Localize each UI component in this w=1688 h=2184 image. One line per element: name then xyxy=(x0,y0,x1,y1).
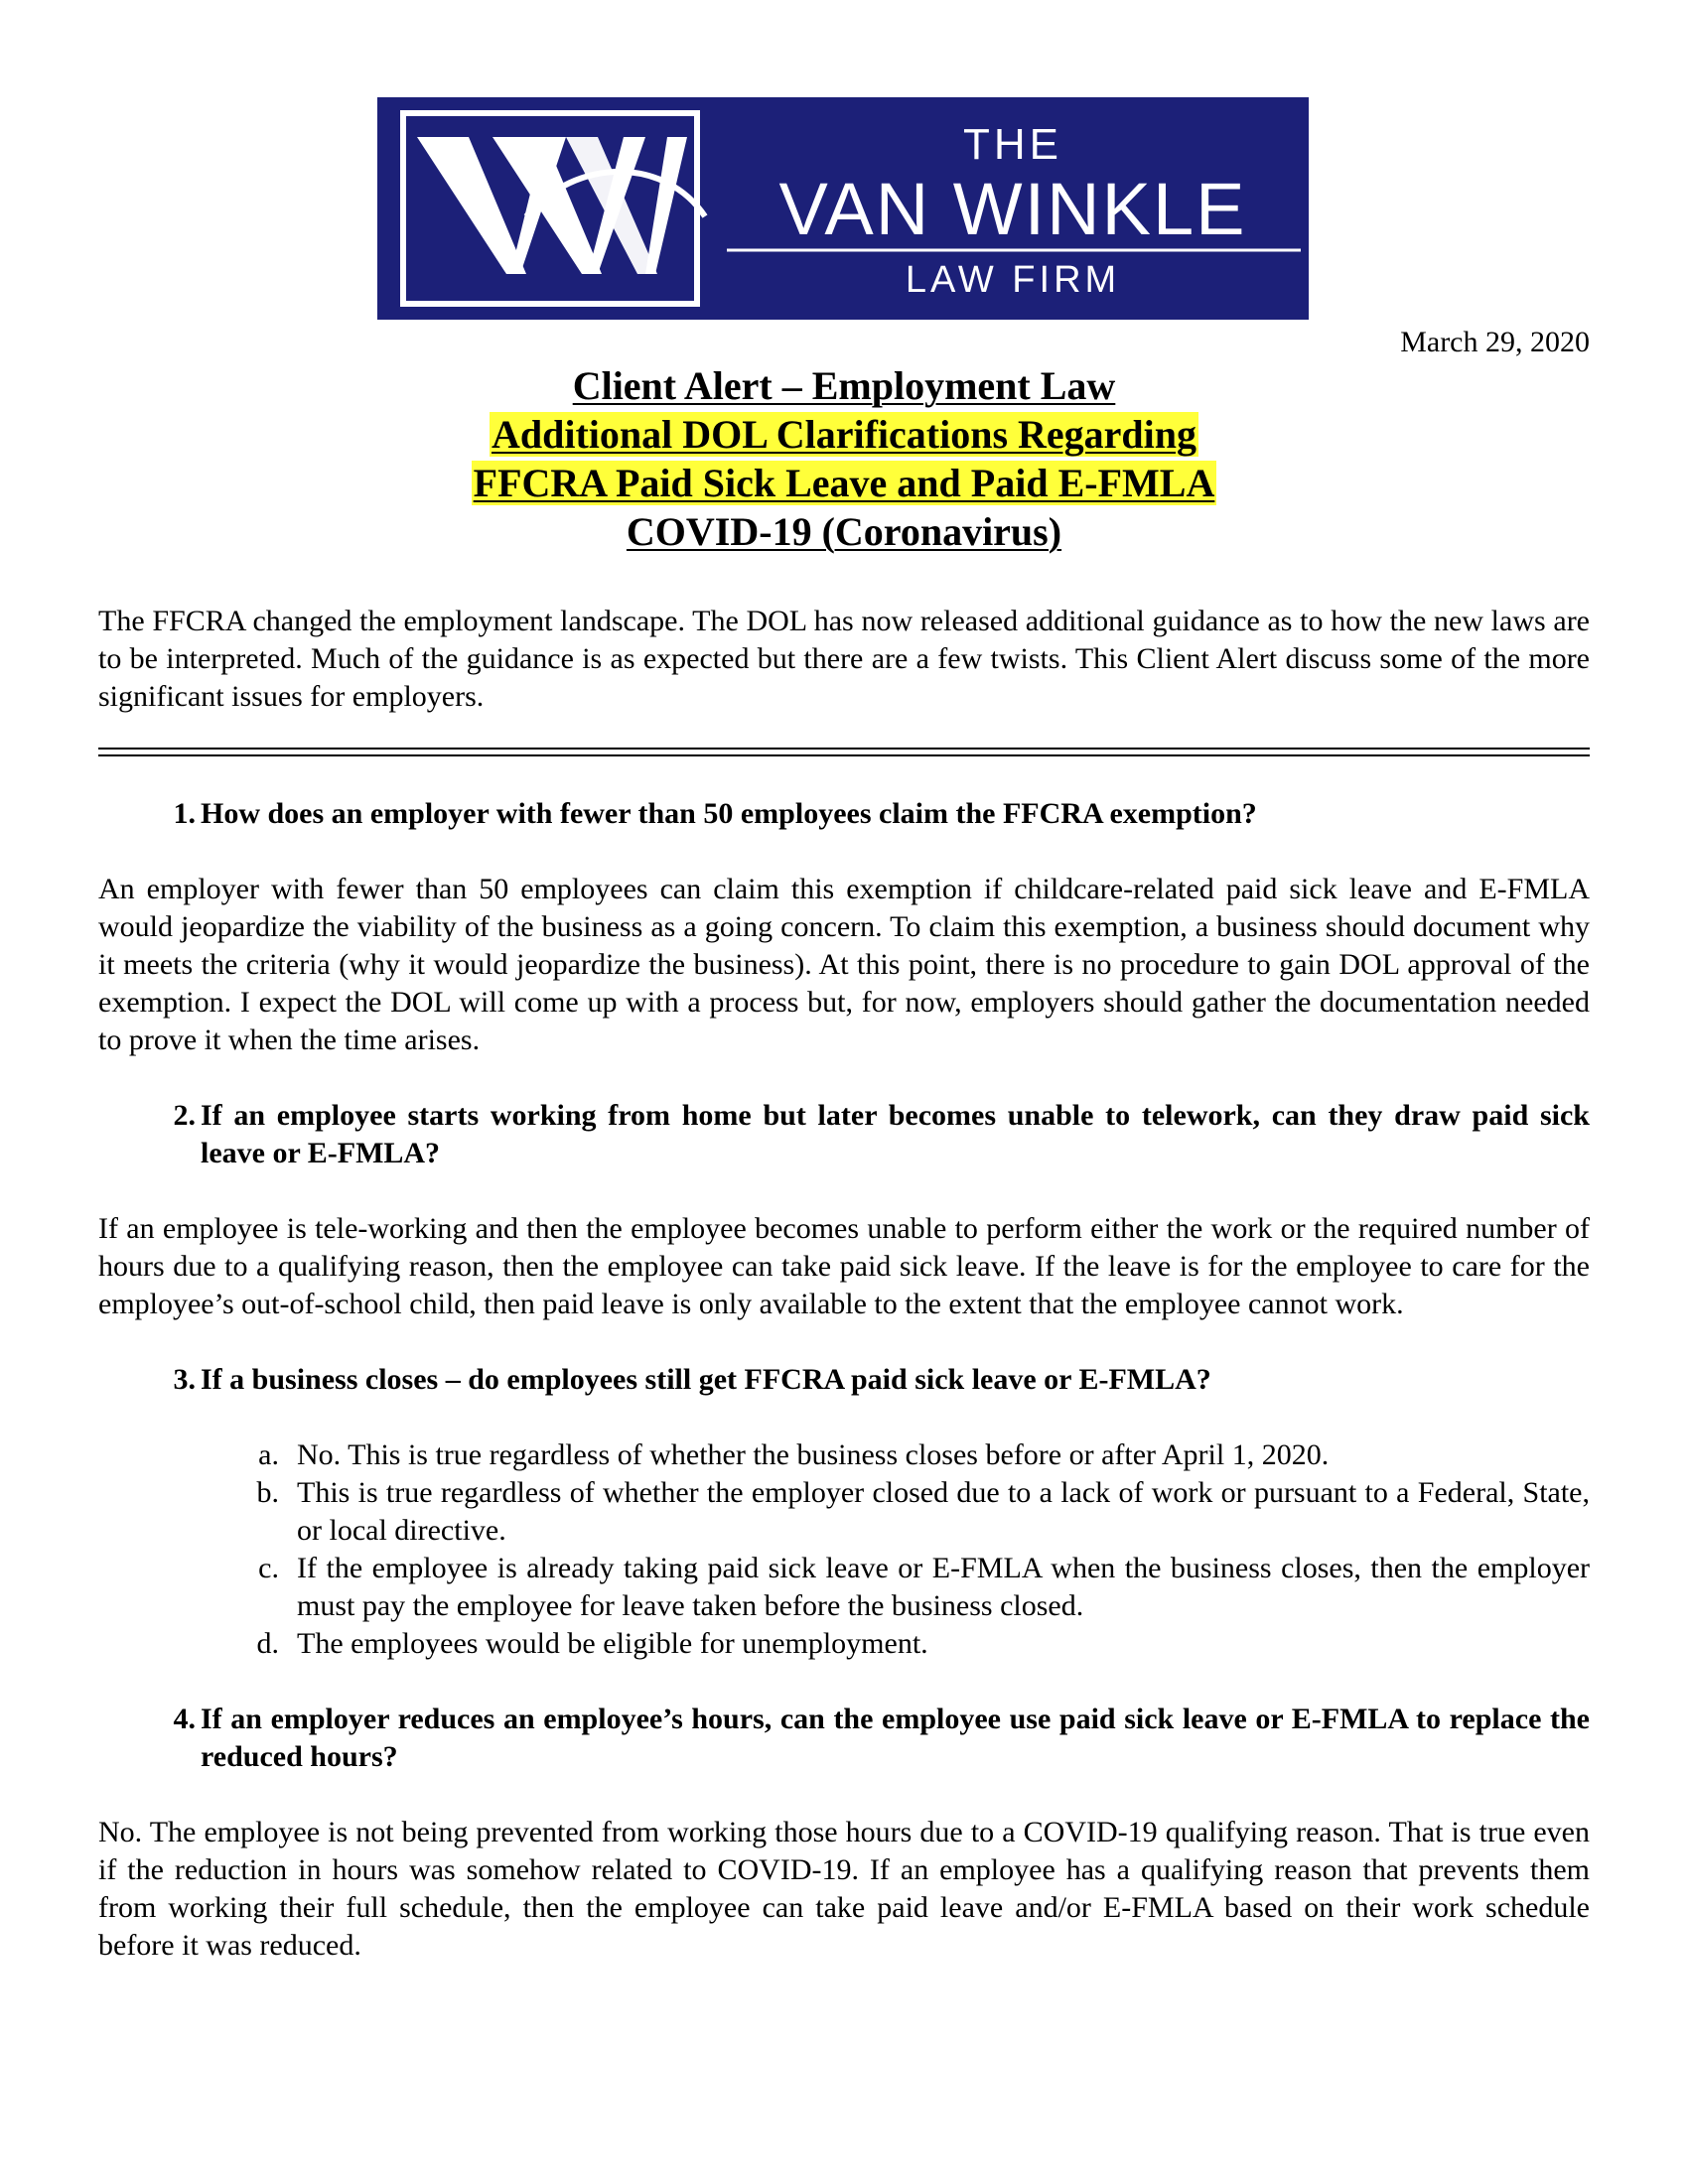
logo-line-van-winkle: VAN WINKLE xyxy=(778,168,1247,250)
list-item-letter: c. xyxy=(258,1552,279,1584)
list-item xyxy=(98,1436,1590,1474)
question-text: If an employee starts working from home but later becomes unable to telework, can they draw paid sick leave or E-FMLA? xyxy=(201,1099,1590,1169)
list-item xyxy=(98,1550,1590,1625)
question-number: 4. xyxy=(173,1703,196,1735)
list-item-text: This is true regardless of whether the employer closed due to a lack of work or pursuant to a Federal, State, or local directive. xyxy=(297,1476,1590,1547)
title-line-2: Additional DOL Clarifications Regarding xyxy=(491,412,1197,457)
question-text: If an employer reduces an employee’s hours, can the employee use paid sick leave or E-FMLA to replace the reduced hours? xyxy=(201,1703,1590,1773)
title-line-4: COVID-19 (Coronavirus) xyxy=(626,509,1062,554)
intro-paragraph: The FFCRA changed the employment landscape. The DOL has now released additional guidance as to how the new laws are to be interpreted. Much of the guidance is as expected but there are a few twists. This Client Alert discuss some of the more significant issues for employers. xyxy=(98,605,1590,713)
document-date: March 29, 2020 xyxy=(1400,326,1590,358)
question-1 xyxy=(98,795,1590,833)
list-item-letter: b. xyxy=(256,1476,279,1509)
logo-line-the: THE xyxy=(963,120,1062,169)
question-text: How does an employer with fewer than 50 employees claim the FFCRA exemption? xyxy=(201,797,1257,830)
list-item-letter: a. xyxy=(258,1438,279,1471)
question-number: 2. xyxy=(173,1099,196,1132)
firm-logo xyxy=(377,97,1309,320)
list-item xyxy=(98,1474,1590,1550)
question-4 xyxy=(98,1701,1590,1776)
list-item-letter: d. xyxy=(256,1627,279,1660)
answer-4: No. The employee is not being prevented from working those hours due to a COVID-19 qualifying reason. That is true even if the reduction in hours was somehow related to COVID-19. If an employee has a qualifying reason that prevents them from working their full schedule, then the employee can take paid leave and/or E-FMLA based on their work schedule before it was reduced. xyxy=(98,1816,1590,1962)
logo-line-law-firm: LAW FIRM xyxy=(905,259,1121,301)
title-line-3: FFCRA Paid Sick Leave and Paid E-FMLA xyxy=(473,461,1215,505)
question-number: 3. xyxy=(173,1363,196,1396)
answer-1: An employer with fewer than 50 employees can claim this exemption if childcare-related paid sick leave and E-FMLA would jeopardize the viability of the business as a going concern. To claim this exemption, a business should document why it meets the criteria (why it would jeopardize the business). At this point, there is no procedure to gain DOL approval of the exemption. I expect the DOL will come up with a process but, for now, employers should gather the documentation needed to prove it when the time arises. xyxy=(98,873,1590,1056)
document-title xyxy=(0,361,1688,556)
question-number: 1. xyxy=(173,797,196,830)
question-text: If a business closes – do employees still get FFCRA paid sick leave or E-FMLA? xyxy=(201,1363,1211,1396)
list-item-text: If the employee is already taking paid sick leave or E-FMLA when the business closes, then the employer must pay the employee for leave taken before the business closed. xyxy=(297,1552,1590,1622)
document-body xyxy=(98,603,1590,1965)
list-item xyxy=(98,1625,1590,1663)
list-item-text: No. This is true regardless of whether the business closes before or after April 1, 2020. xyxy=(297,1438,1330,1471)
title-line-1: Client Alert – Employment Law xyxy=(572,363,1116,408)
question-3-list xyxy=(98,1436,1590,1663)
list-item-text: The employees would be eligible for unemployment. xyxy=(297,1627,928,1660)
answer-2: If an employee is tele-working and then the employee becomes unable to perform either the work or the required number of hours due to a qualifying reason, then the employee can take paid sick leave. If the leave is for the employee to care for the employee’s out-of-school child, then paid leave is only available to the extent that the employee cannot work. xyxy=(98,1212,1590,1320)
logo-graphic xyxy=(377,97,1309,320)
question-3 xyxy=(98,1361,1590,1399)
question-2 xyxy=(98,1097,1590,1172)
double-rule-divider xyxy=(98,748,1590,756)
